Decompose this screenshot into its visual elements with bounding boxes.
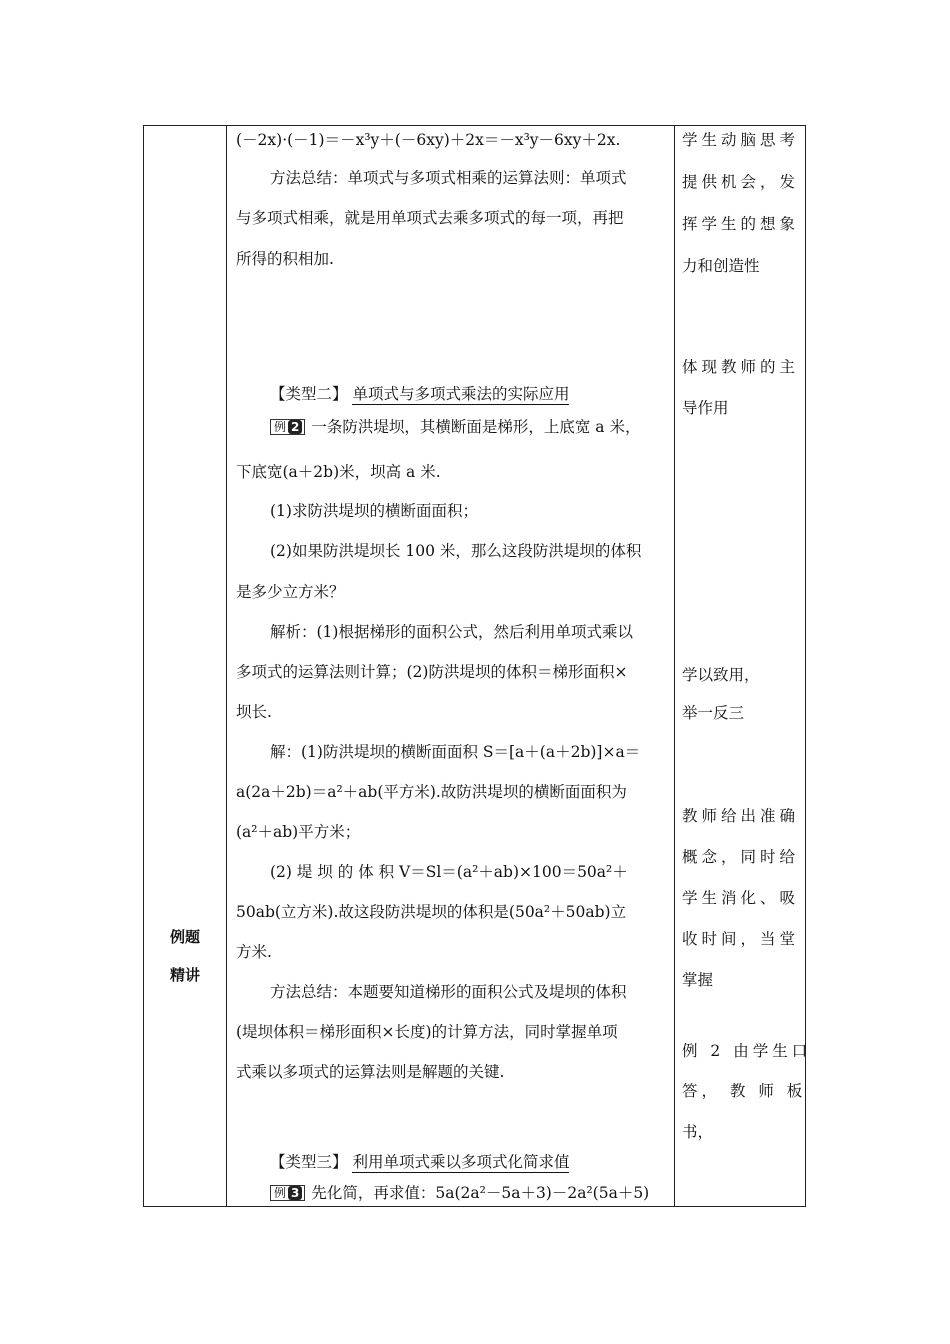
problem-part2: (2)如果防洪堤坝长 100 米，那么这段防洪堤坝的体积 — [270, 542, 642, 560]
solution-line: (－2x)·(－1)＝－x³y＋(－6xy)＋2x＝－x³y－6xy＋2x. — [236, 131, 621, 149]
method-summary-line: 与多项式相乘，就是用单项式去乘多项式的每一项，再把 — [236, 209, 624, 227]
note-line: 举一反三 — [682, 704, 745, 722]
note-line: 提供机会，发 — [682, 173, 800, 191]
column-divider — [674, 126, 675, 1206]
method-summary-line: 式乘以多项式的运算法则是解题的关键. — [236, 1063, 505, 1081]
example-number: 3 — [288, 1186, 302, 1200]
type2-prefix: 【类型二】 — [270, 385, 348, 403]
note-line: 挥学生的想象 — [682, 215, 800, 233]
example-number: 2 — [288, 420, 302, 434]
note-line: 学生动脑思考 — [682, 131, 800, 149]
note-line: 例 2 由学生口 — [682, 1042, 812, 1060]
column-divider — [226, 126, 227, 1206]
example3-line — [270, 1181, 700, 1203]
note-line: 概念，同时给 — [682, 848, 800, 866]
section-label-line1: 例题 — [169, 928, 200, 946]
section-label-line2: 精讲 — [169, 966, 200, 984]
note-line: 学生消化、吸 — [682, 889, 800, 907]
note-line: 收时间，当堂 — [682, 930, 800, 948]
note-line: 体现教师的主 — [682, 358, 800, 376]
problem-line: 是多少立方米？ — [236, 583, 345, 601]
solution-line: (a²＋ab)平方米； — [236, 823, 361, 841]
example-badge — [270, 1185, 305, 1201]
type2-heading — [270, 382, 700, 404]
solution-line: (2) 堤 坝 的 体 积 V＝Sl＝(a²＋ab)×100＝50a²＋ — [270, 863, 628, 881]
analysis-line: 多项式的运算法则计算；(2)防洪堤坝的体积＝梯形面积× — [236, 663, 628, 681]
solution-line: 方米. — [236, 943, 272, 961]
example-badge-label: 例 — [274, 1186, 287, 1200]
example-badge — [270, 419, 305, 435]
lesson-table — [143, 125, 812, 1207]
analysis-line: 坝长. — [236, 703, 272, 721]
example-badge-label: 例 — [274, 420, 287, 434]
note-line: 力和创造性 — [682, 257, 760, 275]
analysis-line: 解析：(1)根据梯形的面积公式，然后利用单项式乘以 — [270, 623, 633, 641]
note-line: 书， — [682, 1123, 714, 1141]
method-summary-line: 方法总结：单项式与多项式相乘的运算法则：单项式 — [270, 169, 627, 187]
note-line: 导作用 — [682, 399, 729, 417]
example3-text: 先化简，再求值：5a(2a²－5a＋3)－2a²(5a＋5) — [311, 1184, 650, 1202]
method-summary-line: 方法总结：本题要知道梯形的面积公式及堤坝的体积 — [270, 983, 627, 1001]
example2-text: 一条防洪堤坝，其横断面是梯形，上底宽 a 米， — [311, 418, 641, 436]
solution-line: a(2a＋2b)＝a²＋ab(平方米).故防洪堤坝的横断面面积为 — [236, 783, 627, 801]
method-summary-line: (堤坝体积＝梯形面积×长度)的计算方法，同时掌握单项 — [236, 1023, 618, 1041]
note-line: 教师给出准确 — [682, 807, 800, 825]
example2-line — [270, 415, 700, 437]
type3-title: 利用单项式乘以多项式化简求值 — [352, 1153, 570, 1171]
type2-title: 单项式与多项式乘法的实际应用 — [352, 385, 570, 403]
type3-prefix: 【类型三】 — [270, 1153, 348, 1171]
note-line: 学以致用， — [682, 666, 760, 684]
note-line: 掌握 — [682, 971, 714, 989]
type3-heading — [270, 1150, 700, 1172]
problem-part1: (1)求防洪堤坝的横断面面积； — [270, 502, 478, 520]
note-line: 答， 教 师 板 — [682, 1082, 807, 1100]
solution-line: 50ab(立方米).故这段防洪堤坝的体积是(50a²＋50ab)立 — [236, 903, 627, 921]
solution-line: 解：(1)防洪堤坝的横断面面积 S＝[a＋(a＋2b)]×a＝ — [270, 743, 641, 761]
problem-line: 下底宽(a＋2b)米，坝高 a 米. — [236, 463, 441, 481]
method-summary-line: 所得的积相加. — [236, 250, 334, 268]
